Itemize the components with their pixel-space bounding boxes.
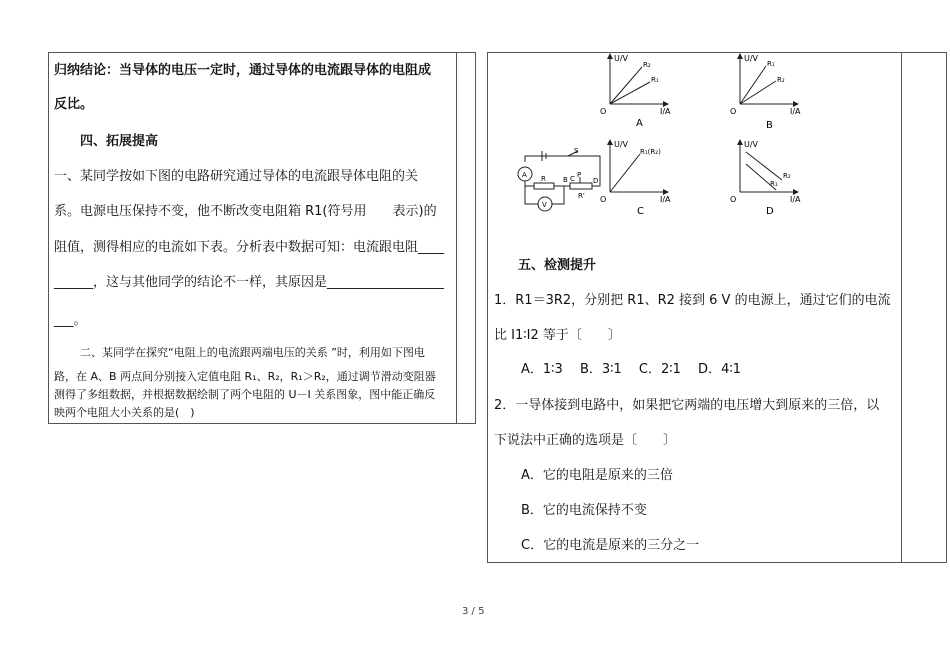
graph-c-option-label: C (637, 206, 644, 217)
graph-c-x-axis-label: I/A (660, 195, 671, 204)
right-question-1-line-1: 1．R1＝3R2，分别把 R1、R2 接到 6 V 的电源上，通过它们的电流 (494, 293, 891, 308)
right-question-1-options: A．1∶3 B．3∶1 C．2∶1 D．4∶1 (521, 362, 741, 377)
graph-a-origin: O (600, 107, 607, 116)
graph-a-r2-label: R₂ (643, 61, 651, 69)
circuit-diagram (518, 151, 600, 211)
graph-b (730, 54, 801, 131)
page-number: 3 / 5 (462, 606, 485, 617)
question-1-line-1: 一、某同学按如下图的电路研究通过导体的电流跟导体电阻的关 (54, 169, 419, 184)
graph-d (730, 140, 801, 217)
right-question-1-line-2: 比 I1∶I2 等于〔 〕 (494, 328, 621, 343)
circuit-voltmeter-label: V (542, 201, 547, 209)
right-question-2-line-2: 下说法中正确的选项是〔 〕 (494, 433, 677, 448)
graph-d-r1-label: R₁ (770, 180, 778, 188)
circuit-rheostat-label: R' (578, 192, 585, 200)
section-5-heading: 五、检测提升 (518, 258, 597, 273)
right-question-2-option-c: C．它的电流是原来的三分之一 (521, 538, 700, 553)
right-question-2-option-a: A．它的电阻是原来的三倍 (521, 468, 673, 483)
question-1-line-4: ______，这与其他同学的结论不一样，其原因是__________________ (54, 275, 445, 290)
conclusion-line-1: 归纳结论：当导体的电压一定时，通过导体的电流跟导体的电阻成 (54, 63, 432, 78)
graph-a-x-axis-label: I/A (660, 107, 671, 116)
question-1-line-2: 系。电源电压保持不变，他不断改变电阻箱 R1(符号用 表示)的 (54, 204, 437, 219)
circuit-point-d-label: D (593, 177, 599, 185)
graph-c-y-axis-label: U/V (614, 140, 629, 149)
graph-b-y-axis-label: U/V (744, 54, 759, 63)
graph-d-y-axis-label: U/V (744, 140, 759, 149)
graph-c-origin: O (600, 195, 607, 204)
circuit-switch-label: S (574, 147, 579, 155)
graph-d-origin: O (730, 195, 737, 204)
question-2-line-2: 路，在 A、B 两点间分别接入定值电阻 R₁、R₂，R₁＞R₂，通过调节滑动变阻器 (54, 370, 436, 383)
graph-b-option-label: B (766, 120, 773, 131)
circuit-point-b-label: B (563, 176, 568, 184)
graph-a (600, 54, 671, 129)
graph-d-x-axis-label: I/A (790, 195, 801, 204)
section-4-heading: 四、拓展提高 (80, 134, 159, 149)
left-table-side-column (456, 52, 476, 424)
graph-b-x-axis-label: I/A (790, 107, 801, 116)
question-1-line-3: 阻值，测得相应的电流如下表。分析表中数据可知：电流跟电阻____ (54, 240, 445, 255)
question-2-line-1: 二、某同学在探究“电阻上的电流跟两端电压的关系 ”时，利用如下图电 (80, 346, 425, 359)
graph-d-option-label: D (766, 206, 774, 217)
question-1-line-5: ___。 (54, 313, 87, 328)
graph-c-line-label: R₁(R₂) (640, 148, 661, 156)
circuit-slider-label: P (577, 171, 582, 179)
right-question-2-option-b: B．它的电流保持不变 (521, 503, 647, 518)
graph-a-option-label: A (636, 118, 643, 129)
question-2-line-4: 映两个电阻大小关系的是( ) (54, 406, 195, 419)
circuit-point-c-label: C (570, 175, 575, 183)
question-2-line-3: 测得了多组数据，并根据数据绘制了两个电阻的 U－I 关系图象，图中能正确反 (54, 388, 436, 401)
circuit-resistor-label: R (541, 175, 546, 183)
graph-b-r2-label: R₂ (777, 76, 785, 84)
graph-b-r1-label: R₁ (767, 60, 775, 68)
graph-a-y-axis-label: U/V (614, 54, 629, 63)
graph-d-r2-label: R₂ (783, 172, 791, 180)
iv-graphs-figure (490, 52, 910, 220)
right-question-2-line-1: 2．一导体接到电路中，如果把它两端的电压增大到原来的三倍，以 (494, 398, 880, 413)
graph-b-origin: O (730, 107, 737, 116)
graph-a-r1-label: R₁ (651, 76, 659, 84)
graph-c (600, 140, 671, 217)
circuit-ammeter-label: A (522, 171, 527, 179)
conclusion-line-2: 反比。 (54, 97, 94, 112)
